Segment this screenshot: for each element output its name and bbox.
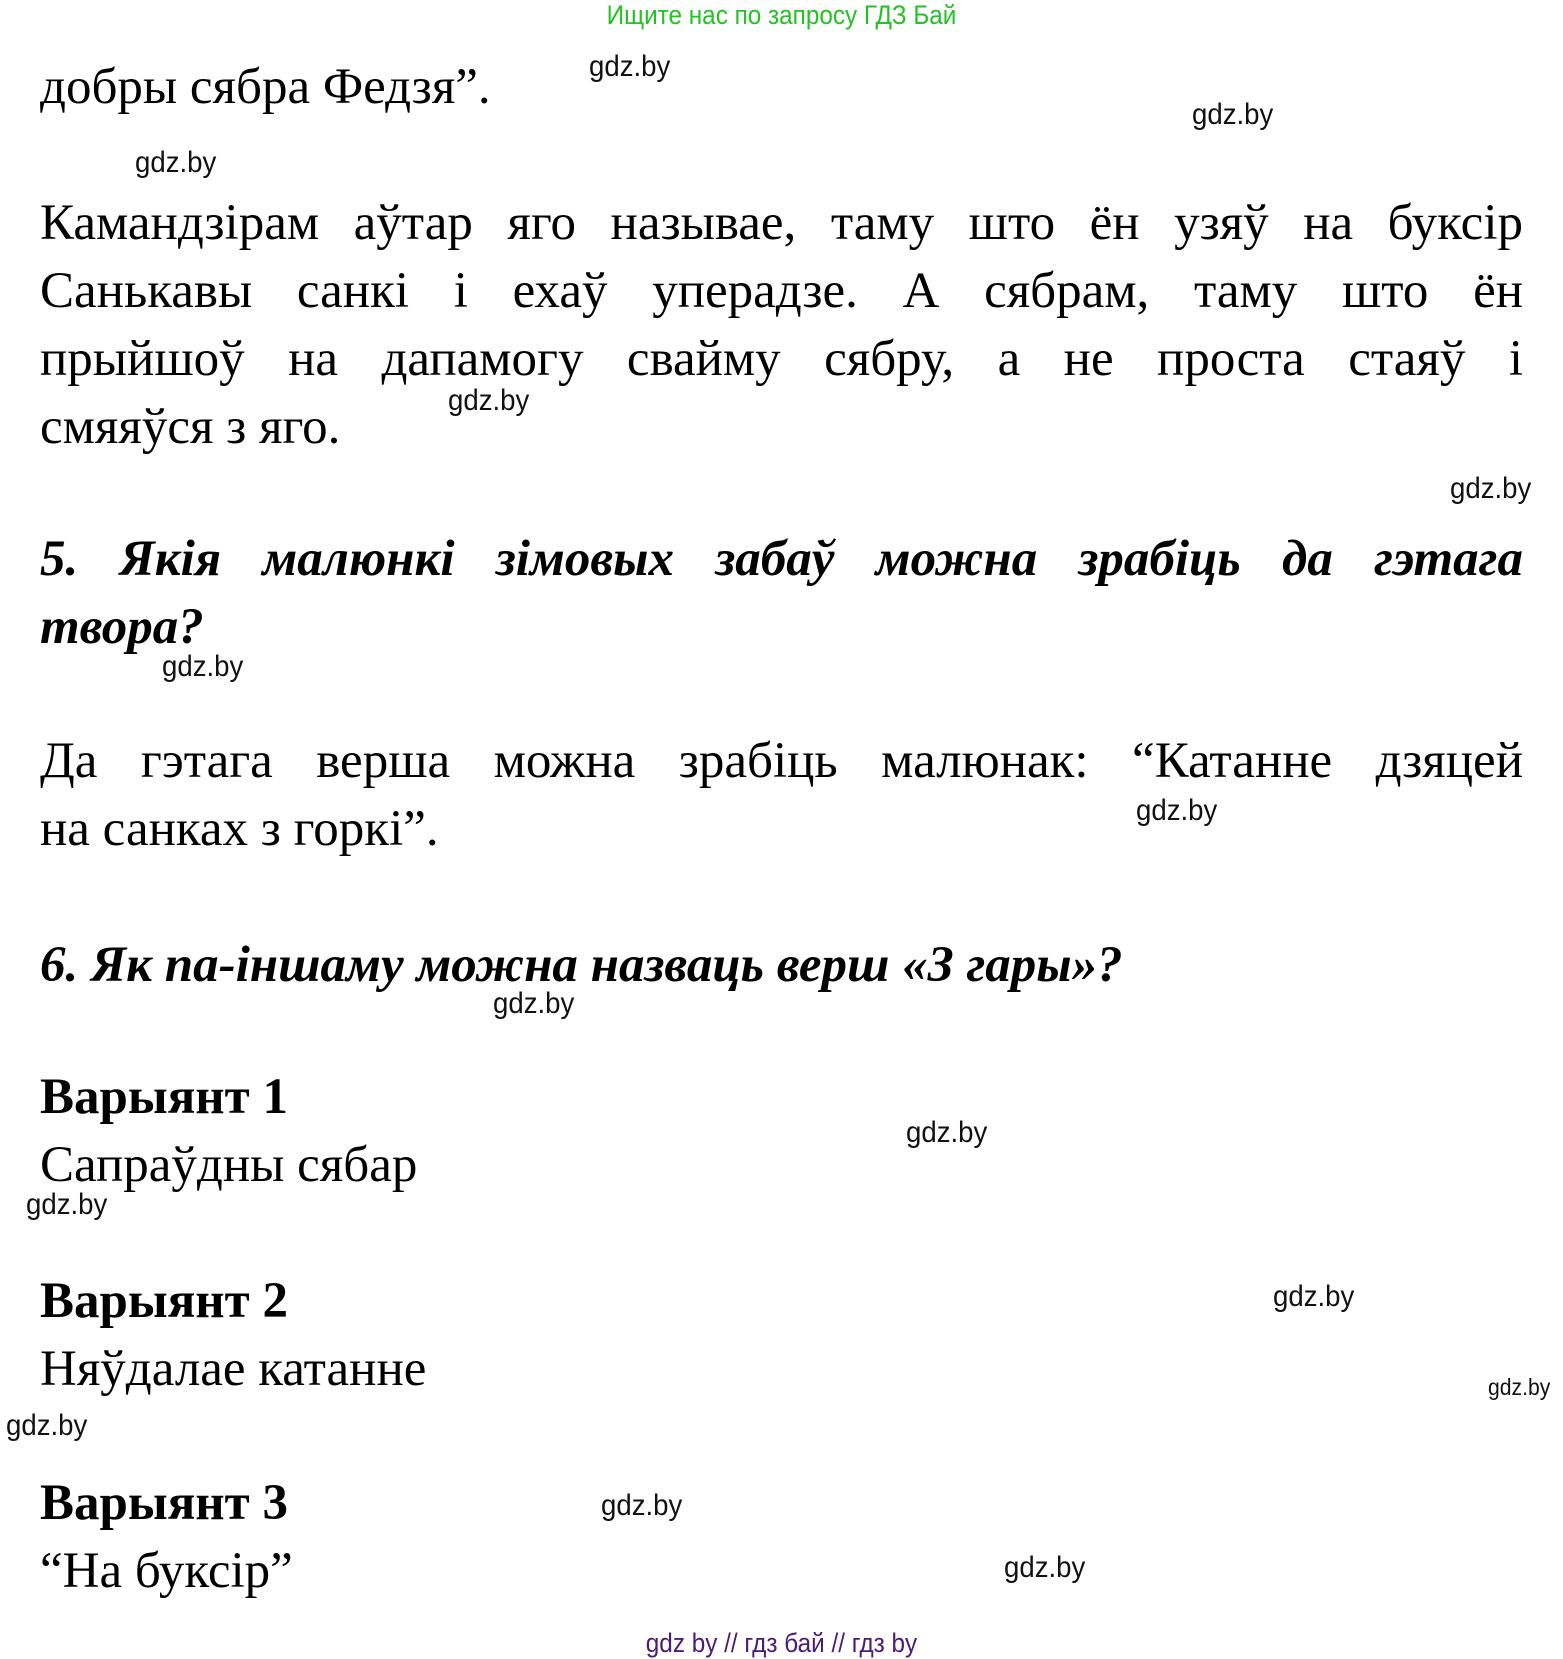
variant-title: Варыянт 3 [40,1475,288,1531]
watermark: gdz.by [135,146,217,179]
question-5 [40,525,1523,661]
text-line: добры сябра Федзя”. [40,59,491,115]
question-line: твора? [40,599,204,655]
footer-links: gdz by // гдз бай // гдз by [645,1628,918,1658]
watermark: gdz.by [906,1116,988,1149]
watermark: gdz.by [589,50,671,83]
watermark: gdz.by [1192,98,1274,131]
watermark: gdz.by [1450,472,1532,505]
paragraph-line: Камандзірам аўтар яго называе, таму што ён узяў на буксір [40,195,1523,251]
variant-text: Сапраўдны сябар [40,1137,418,1193]
search-hint-banner: Ищите нас по запросу ГДЗ Бай [606,0,957,30]
paragraph-line: прыйшоў на дапамогу свайму сябру, а не проста стаяў і [40,331,1523,387]
answer-paragraph-5 [40,727,1523,863]
watermark: gdz.by [1488,1374,1551,1400]
watermark: gdz.by [448,384,530,417]
watermark: gdz.by [26,1188,108,1221]
variant-3 [40,1469,1523,1605]
variant-title: Варыянт 1 [40,1069,288,1125]
paragraph-line: Да гэтага верша можна зрабіць малюнак: “Катанне дзяцей [40,733,1523,789]
question-6: 6. Як па-іншаму можна назваць верш «З гары»? [40,937,1123,993]
watermark: gdz.by [1136,794,1218,827]
watermark: gdz.by [6,1409,88,1442]
watermark: gdz.by [162,650,244,683]
variant-1 [40,1063,1523,1199]
question-line: 5. Якія малюнкі зімовых забаў можна зрабіць да гэтага [40,531,1523,587]
watermark: gdz.by [1004,1551,1086,1584]
paragraph-line: Санькавы санкі і ехаў уперадзе. А сябрам, таму што ён [40,263,1523,319]
watermark: gdz.by [493,987,575,1020]
answer-paragraph-4 [40,189,1523,461]
variant-text: “На буксір” [40,1543,293,1599]
watermark: gdz.by [601,1489,683,1522]
variant-text: Няўдалае катанне [40,1341,427,1397]
paragraph-line: смяяўся з яго. [40,399,341,455]
paragraph-line: на санках з горкі”. [40,801,439,857]
variant-title: Варыянт 2 [40,1273,288,1329]
watermark: gdz.by [1273,1280,1355,1313]
